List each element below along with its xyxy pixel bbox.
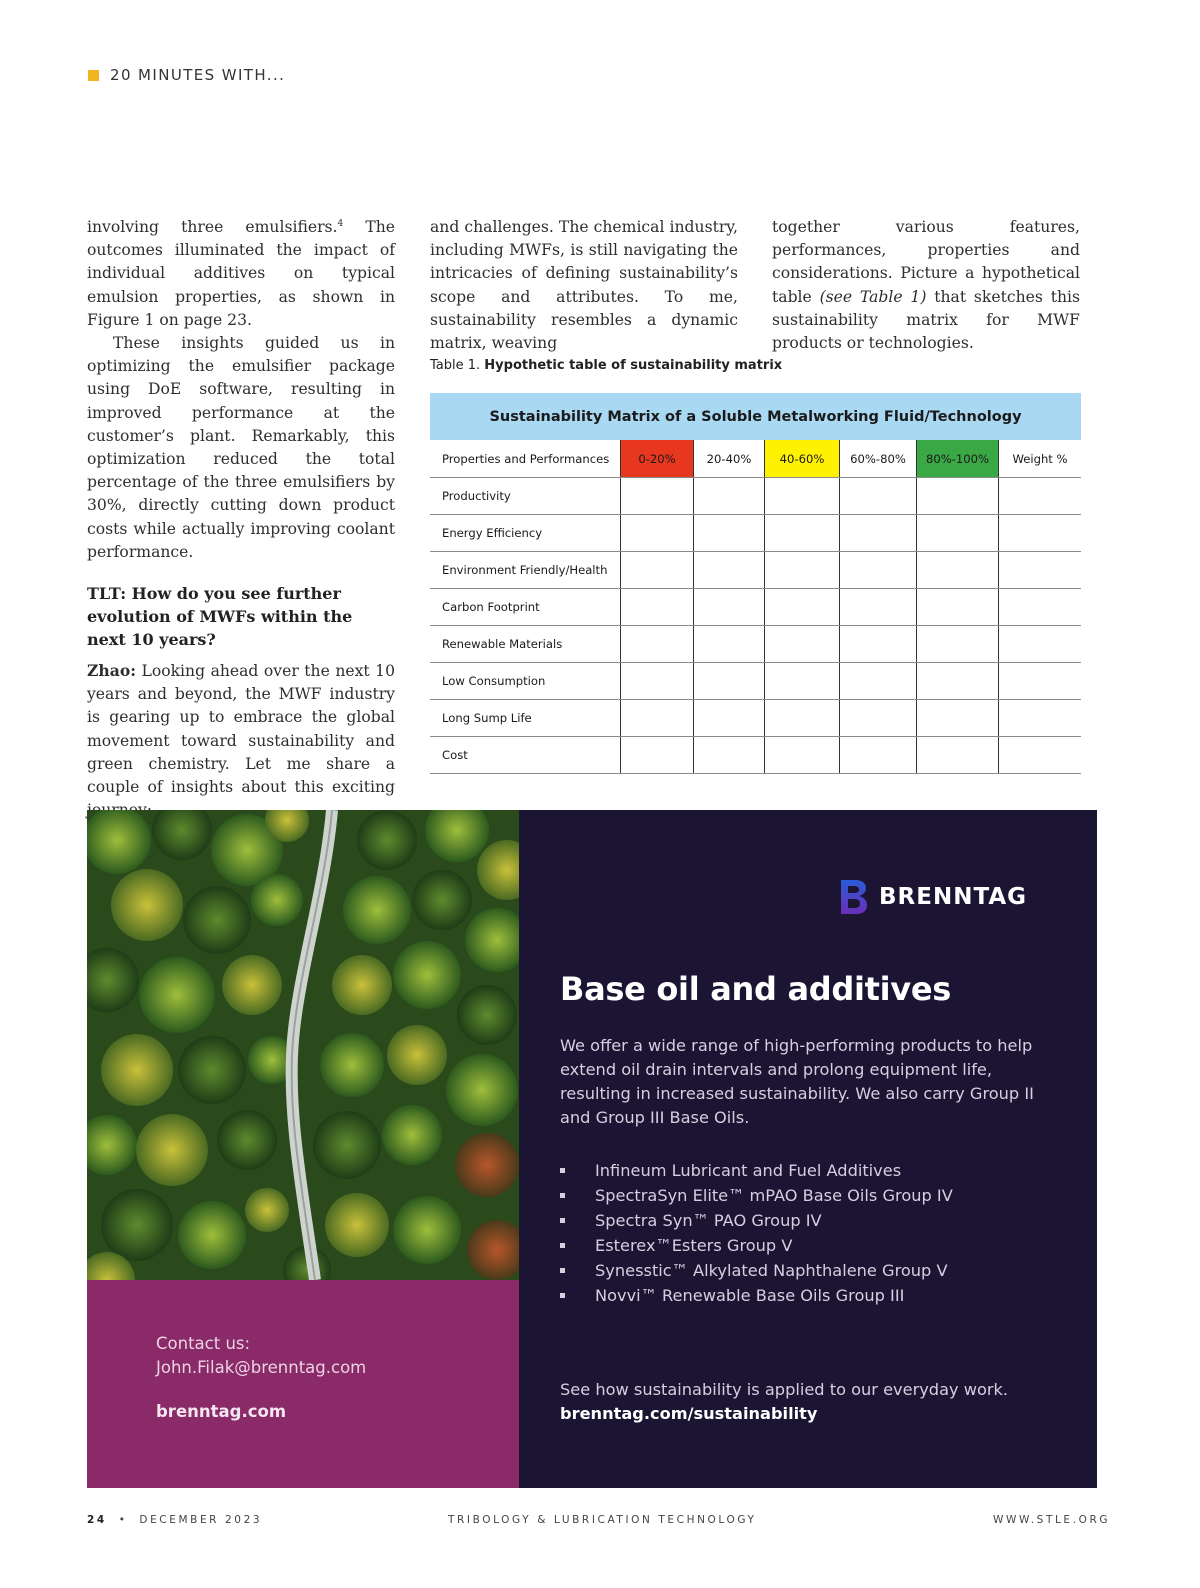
column-header: 0-20% xyxy=(621,440,694,478)
row-label: Carbon Footprint xyxy=(430,589,621,626)
row-label: Productivity xyxy=(430,478,621,515)
paragraph: These insights guided us in optimizing the emulsifier package using DoE software, resulting in improved performance at the customer’s plant. Remarkably, this optimization reduced the total percentage of the three emulsifiers by 30%, directly cutting down product costs while actually improving coolant performance. xyxy=(87,334,395,561)
brenntag-logo xyxy=(839,878,1027,916)
row-label: Energy Efficiency xyxy=(430,515,621,552)
forest-aerial-image xyxy=(87,810,519,1280)
table-row xyxy=(430,700,1081,737)
bullet-icon xyxy=(560,1293,565,1298)
ad-body-text: We offer a wide range of high-performing products to help extend oil drain intervals and prolong equipment life, resulting in increased sustainability. We also carry Group II and Group III Base Oils. xyxy=(560,1036,1034,1127)
table-row xyxy=(430,589,1081,626)
ad-content-panel xyxy=(519,810,1097,1488)
bullet-icon xyxy=(560,1268,565,1273)
row-header-label: Properties and Performances xyxy=(430,440,621,478)
ad-call-to-action xyxy=(560,1378,1008,1426)
article-column-2 xyxy=(430,216,738,355)
bullet-icon xyxy=(560,1168,565,1173)
bullet-icon xyxy=(560,1243,565,1248)
row-label: Cost xyxy=(430,737,621,774)
list-item: Infineum Lubricant and Fuel Additives xyxy=(560,1158,953,1183)
column-header: 80%-100% xyxy=(917,440,999,478)
sustainability-matrix-table xyxy=(430,393,1081,774)
list-item: Synesstic™ Alkylated Naphthalene Group V xyxy=(560,1258,953,1283)
row-label: Renewable Materials xyxy=(430,626,621,663)
brenntag-advertisement[interactable] xyxy=(87,810,1097,1488)
bullet-icon xyxy=(560,1218,565,1223)
footer-page-info xyxy=(87,1514,262,1526)
list-item: SpectraSyn Elite™ mPAO Base Oils Group IV xyxy=(560,1183,953,1208)
product-list xyxy=(560,1158,953,1308)
contact-label: Contact us: xyxy=(156,1334,251,1353)
contact-email-link[interactable]: John.Filak@brenntag.com xyxy=(156,1358,367,1377)
forest-road-photo xyxy=(87,810,519,1280)
publication-name: TRIBOLOGY & LUBRICATION TECHNOLOGY xyxy=(448,1514,757,1526)
page-number: 24 xyxy=(87,1514,107,1526)
column-header: 20-40% xyxy=(694,440,765,478)
column-header: 40-60% xyxy=(765,440,840,478)
table-title: Sustainability Matrix of a Soluble Metalworking Fluid/Technology xyxy=(430,393,1081,440)
footer-separator: • xyxy=(118,1514,128,1526)
interview-question: TLT: How do you see further evolution of MWFs within the next 10 years? xyxy=(87,584,353,650)
row-label: Environment Friendly/Health xyxy=(430,552,621,589)
contact-panel xyxy=(87,1280,519,1488)
column-header: 60%-80% xyxy=(840,440,917,478)
paragraph: together various features, performances, properties and considerations. Picture a hypothetical table (see Table 1) that sketches this sustainability matrix for MWF products or technologies. xyxy=(772,218,1080,353)
list-item: Esterex™Esters Group V xyxy=(560,1233,953,1258)
interview-answer: Zhao: Looking ahead over the next 10 years and beyond, the MWF industry is gearing up to embrace the global movement toward sustainability and green chemistry. Let me share a couple of insights about this exciting xyxy=(87,661,395,797)
paragraph: and challenges. The chemical industry, including MWFs, is still navigating the intricacies of defining sustainability’s scope and attributes. To me, sustainability resembles a dynamic matrix, weaving xyxy=(430,218,738,353)
brenntag-logo-icon xyxy=(839,878,869,916)
section-marker-icon xyxy=(88,70,99,81)
cta-text: See how sustainability is applied to our everyday work. xyxy=(560,1380,1009,1399)
table-row xyxy=(430,552,1081,589)
list-item: Spectra Syn™ PAO Group IV xyxy=(560,1208,953,1233)
brand-name: BRENNTAG xyxy=(879,884,1028,910)
section-label: 20 MINUTES WITH... xyxy=(110,66,286,84)
article-column-3 xyxy=(772,216,1080,355)
row-label: Long Sump Life xyxy=(430,700,621,737)
column-header: Weight % xyxy=(999,440,1082,478)
table-row xyxy=(430,737,1081,774)
ad-headline: Base oil and additives xyxy=(560,970,952,1008)
table-row xyxy=(430,478,1081,515)
issue-date: DECEMBER 2023 xyxy=(139,1514,263,1526)
paragraph: involving three emulsifiers.$^4$ The outcomes illuminated the impact of individual additives on typical emulsion properties, as shown in Figure 1 on page 23. xyxy=(87,218,395,329)
section-header xyxy=(88,66,285,84)
sustainability-link[interactable]: brenntag.com/sustainability xyxy=(560,1404,818,1423)
row-label: Low Consumption xyxy=(430,663,621,700)
list-item: Novvi™ Renewable Base Oils Group III xyxy=(560,1283,953,1308)
table-row xyxy=(430,515,1081,552)
website-link[interactable]: brenntag.com xyxy=(156,1402,287,1421)
table-header-row xyxy=(430,440,1081,478)
table-row xyxy=(430,663,1081,700)
table-caption: Table 1. Hypothetic table of sustainability matrix xyxy=(430,358,783,373)
footer-website[interactable]: WWW.STLE.ORG xyxy=(993,1514,1111,1526)
bullet-icon xyxy=(560,1193,565,1198)
table-row xyxy=(430,626,1081,663)
